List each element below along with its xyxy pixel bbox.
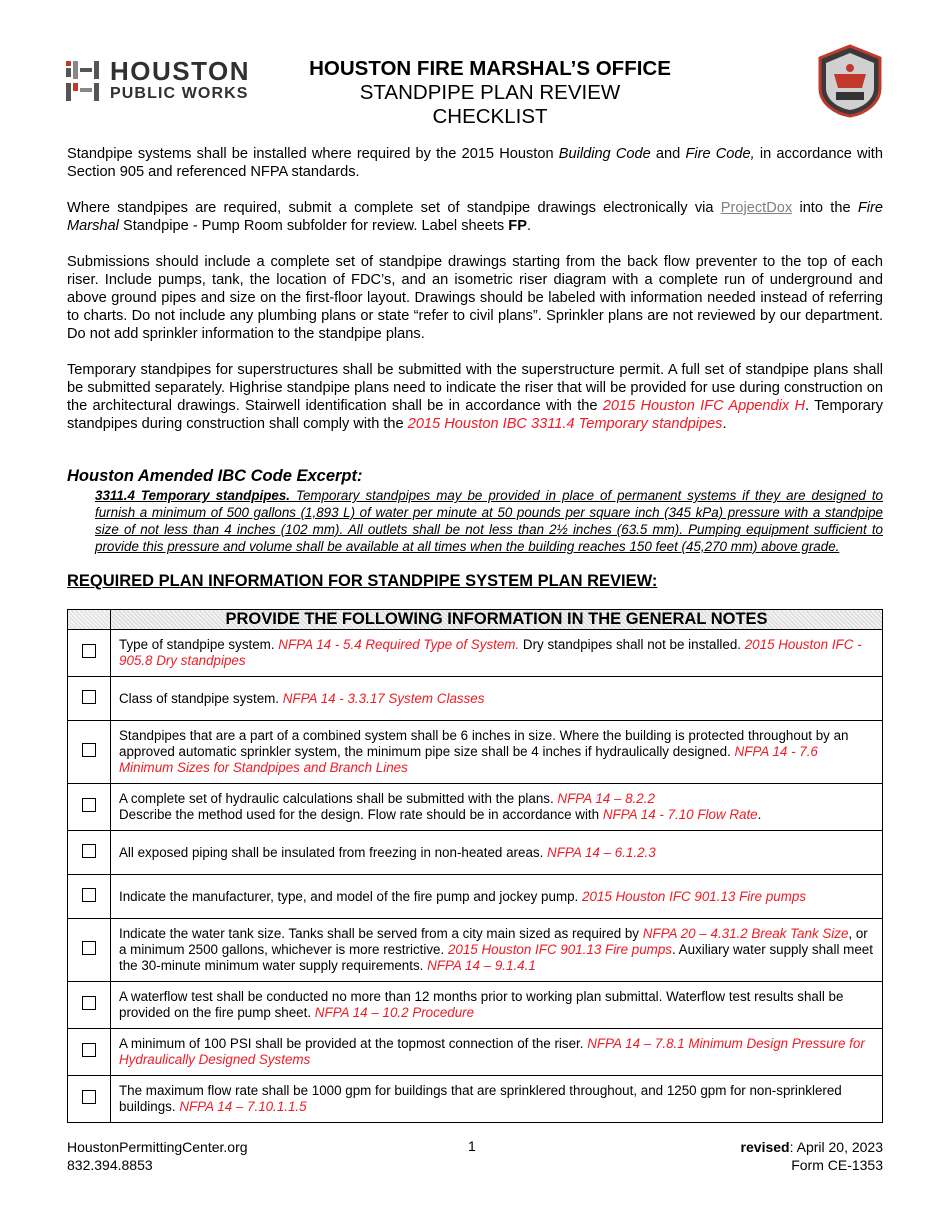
row-text: Indicate the manufacturer, type, and model of the fire pump and jockey pump. 2015 Houston IFC 901.13 Fire pumps xyxy=(111,875,883,919)
table-row xyxy=(68,630,883,677)
table-header: PROVIDE THE FOLLOWING INFORMATION IN THE GENERAL NOTES xyxy=(111,610,883,630)
projectdox-link[interactable]: ProjectDox xyxy=(720,200,793,216)
footer-website-link[interactable]: HoustonPermittingCenter.org xyxy=(67,1139,248,1155)
p2-into: into the xyxy=(792,200,858,216)
table-row xyxy=(68,784,883,831)
checkbox[interactable] xyxy=(82,996,96,1010)
page-number: 1 xyxy=(468,1138,476,1154)
intro-paragraph-1 xyxy=(67,145,883,181)
form-number: Form CE-1353 xyxy=(791,1157,883,1173)
document-title-block xyxy=(300,57,680,129)
row-text: A waterflow test shall be conducted no more than 12 months prior to working plan submittal. Waterflow test results shall be provided on the fire pump sheet. NFPA 14 – 10.2 Procedure xyxy=(111,982,883,1029)
row-text: Indicate the water tank size. Tanks shall be served from a city main sized as required by NFPA 20 – 4.31.2 Break Tank Size, or a minimum 2500 gallons, whichever is more restrictive. 2015 Houston IFC 901.13 Fire pumps. Auxiliary water supply shall meet the 30-minute minimum water supply requirements. NFPA 14 – 9.1.4.1 xyxy=(111,919,883,982)
table-row xyxy=(68,721,883,784)
checkbox[interactable] xyxy=(82,644,96,658)
footer-contact xyxy=(67,1138,248,1174)
checkbox[interactable] xyxy=(82,1043,96,1057)
checkbox[interactable] xyxy=(82,888,96,902)
checkbox-cell xyxy=(68,875,111,919)
p4-text-mid: . Temporary standpipes during construction shall comply with the xyxy=(67,398,884,432)
checkbox-cell xyxy=(68,919,111,982)
checkbox-cell xyxy=(68,784,111,831)
revised-label: revised xyxy=(740,1139,790,1155)
table-row xyxy=(68,1029,883,1076)
checkbox-cell xyxy=(68,630,111,677)
revised-date: : April 20, 2023 xyxy=(789,1139,883,1155)
checkbox-cell xyxy=(68,677,111,721)
p2-period: . xyxy=(526,218,532,234)
p1-text-end: in accordance with Section 905 and referenced NFPA standards. xyxy=(67,146,883,180)
checkbox[interactable] xyxy=(82,690,96,704)
page-subtitle: STANDPIPE PLAN REVIEW CHECKLIST xyxy=(359,81,621,128)
table-row xyxy=(68,919,883,982)
row-text: The maximum flow rate shall be 1000 gpm for buildings that are sprinklered throughout, and 1250 gpm for non-sprinklered buildings. NFPA 14 – 7.10.1.1.5 xyxy=(111,1076,883,1123)
footer-phone: 832.394.8853 xyxy=(67,1157,153,1173)
houston-public-works-logo xyxy=(66,56,281,105)
table-row xyxy=(68,982,883,1029)
checkbox-cell xyxy=(68,1076,111,1123)
checkbox-cell xyxy=(68,831,111,875)
fire-marshal-badge-icon xyxy=(814,44,886,118)
checkbox[interactable] xyxy=(82,941,96,955)
houston-logo-mark-icon xyxy=(66,59,106,105)
code-excerpt-body: Temporary standpipes may be provided in place of permanent systems if they are designed to furnish a minimum of 500 gallons (1,893 L) of water per minute at 50 pounds per square inch (345 kPa) pressure with a standpipe size of not less than 4 inches (102 mm). All outlets shall be not less than 2½ inches (63.5 mm). Pumping equipment sufficient to provide this pressure and volume shall be available at all times when the building reaches 150 feet (45,270 mm) above grade. xyxy=(95,488,883,554)
table-row xyxy=(68,677,883,721)
p2-text-mid: Standpipe - Pump Room subfolder for review. Label sheets xyxy=(118,218,509,234)
code-excerpt-text xyxy=(95,487,883,555)
row-text: A complete set of hydraulic calculations shall be submitted with the plans. NFPA 14 – 8.2.2 Describe the method used for the design. Flow rate should be in accordance with NFPA 14 - 7.10 Flow Rate. xyxy=(111,784,883,831)
checklist-table xyxy=(67,609,883,1123)
logo-line-houston: HOUSTON xyxy=(110,56,251,86)
table-header-row xyxy=(68,610,883,630)
checkbox-cell xyxy=(68,721,111,784)
checkbox[interactable] xyxy=(82,1090,96,1104)
checkbox[interactable] xyxy=(82,798,96,812)
p1-fire-code: Fire Code, xyxy=(685,146,755,162)
table-row xyxy=(68,875,883,919)
p2-fp-label: FP xyxy=(508,218,527,234)
row-text: All exposed piping shall be insulated from freezing in non-heated areas. NFPA 14 – 6.1.2.3 xyxy=(111,831,883,875)
row-text: Type of standpipe system. NFPA 14 - 5.4 Required Type of System. Dry standpipes shall not be installed. 2015 Houston IFC - 905.8 Dry standpipes xyxy=(111,630,883,677)
intro-paragraph-4 xyxy=(67,361,883,433)
table-row xyxy=(68,1076,883,1123)
checkbox-cell xyxy=(68,982,111,1029)
checkbox[interactable] xyxy=(82,844,96,858)
checkbox[interactable] xyxy=(82,743,96,757)
p1-text: Standpipe systems shall be installed where required by the 2015 Houston xyxy=(67,146,559,162)
code-excerpt-heading: Houston Amended IBC Code Excerpt: xyxy=(67,467,363,485)
p4-text: Temporary standpipes for superstructures shall be submitted with the superstructure permit. A full set of standpipe plans shall be submitted separately. Highrise standpipe plans need to indicate the riser that will be provided for use during construction on the architectural drawings. Stairwell identification shall be in accordance with the xyxy=(67,362,883,414)
p2-fire-marshal: Fire Marshal xyxy=(67,200,884,234)
p4-ibc-3311-reference: 2015 Houston IBC 3311.4 Temporary standpipes xyxy=(407,416,723,432)
p4-ifc-appendix-h-reference: 2015 Houston IFC Appendix H xyxy=(602,398,806,414)
footer-revision xyxy=(741,1138,883,1174)
intro-paragraph-2 xyxy=(67,199,883,235)
p1-building-code: Building Code xyxy=(558,146,651,162)
table-row xyxy=(68,831,883,875)
row-text: A minimum of 100 PSI shall be provided at the topmost connection of the riser. NFPA 14 – 7.8.1 Minimum Design Pressure for Hydraulically Designed Systems xyxy=(111,1029,883,1076)
page-title: HOUSTON FIRE MARSHAL’S OFFICE xyxy=(309,57,671,80)
checkbox-cell xyxy=(68,1029,111,1076)
p4-period: . xyxy=(722,416,727,432)
header-blank-cell xyxy=(68,610,111,630)
intro-paragraph-3: Submissions should include a complete set of standpipe drawings starting from the back flow preventer to the top of each riser. Include pumps, tank, the location of FDC’s, and an isometric riser diagram with a complete run of underground and above ground pipes and size on the first-floor layout. Drawings should be labeled with information needed instead of referring to charts. Do not include any plumbing plans or state “refer to civil plans”. Sprinkler plans are not reviewed by our department. Do not add sprinkler information to the standpipe plans. xyxy=(67,254,883,342)
code-excerpt-lead: 3311.4 Temporary standpipes. xyxy=(95,488,291,503)
p1-and: and xyxy=(650,146,686,162)
logo-line-public-works: PUBLIC WORKS xyxy=(110,85,249,102)
row-text: Standpipes that are a part of a combined system shall be 6 inches in size. Where the building is protected throughout by an approved automatic sprinkler system, the minimum pipe size shall be 4 inches if hydraulically designed. NFPA 14 - 7.6 Minimum Sizes for Standpipes and Branch Lines xyxy=(111,721,883,784)
p2-text: Where standpipes are required, submit a complete set of standpipe drawings electronically via xyxy=(67,200,721,216)
row-text: Class of standpipe system. NFPA 14 - 3.3.17 System Classes xyxy=(111,677,883,721)
required-info-heading: REQUIRED PLAN INFORMATION FOR STANDPIPE SYSTEM PLAN REVIEW: xyxy=(67,572,658,590)
